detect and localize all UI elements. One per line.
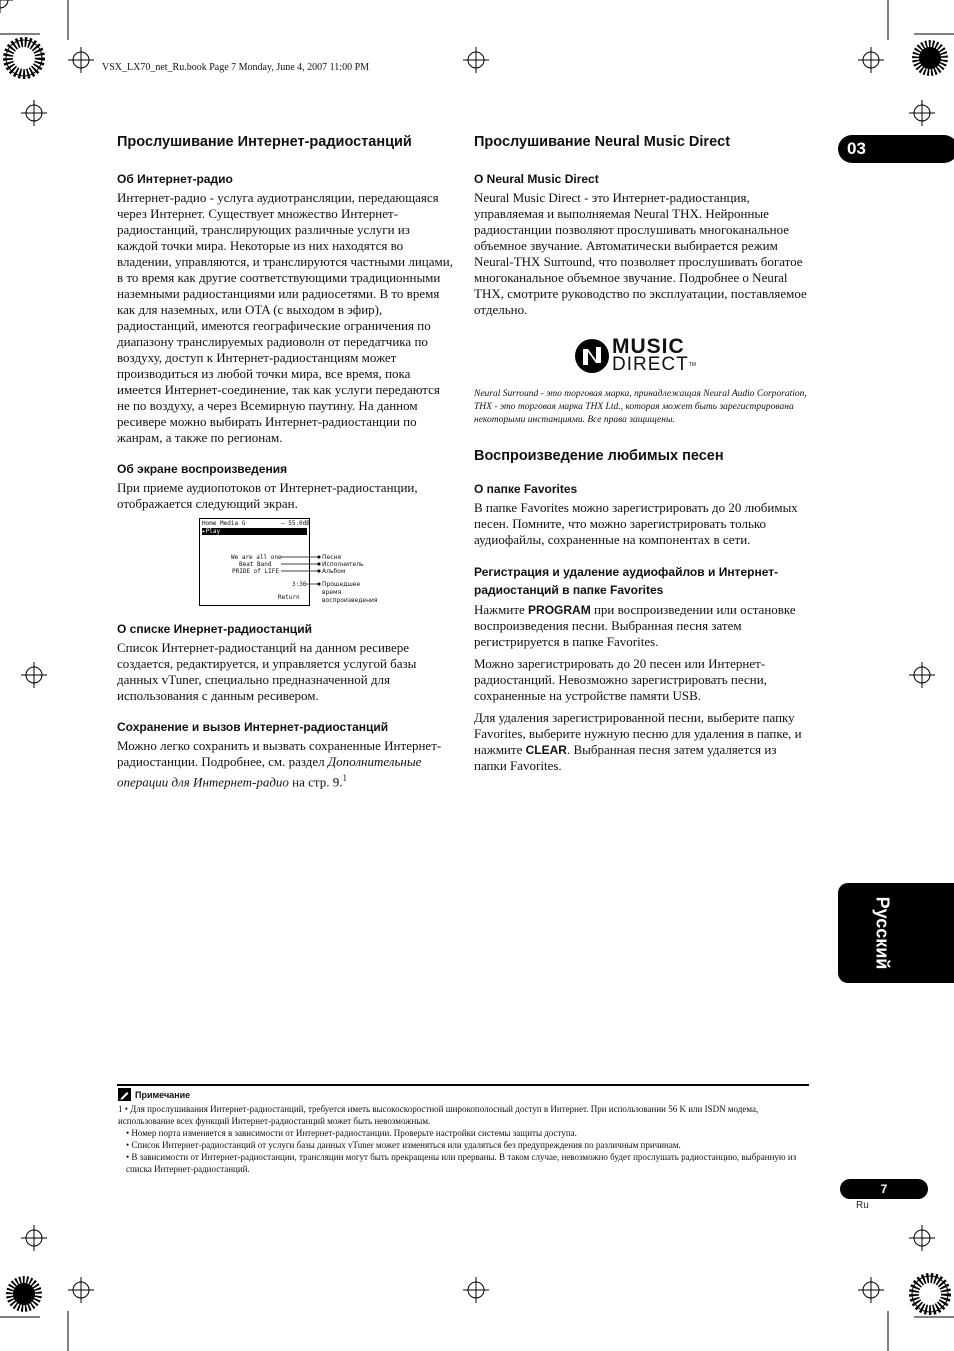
- about-neural-text: Neural Music Direct - это Интернет-радиостанция, управляемая и выполняемая Neural THX. Нейронные радиостанции позволяют прослушивать многоканальное объемное звучание. Автоматически выбирается режим Neural-THX Surround, что позволяет прослушивать богатое многоканальное объемное звучание. Подробнее о Neural THX, смотрите руководство по эксплуатации, поставляемое отдельно.: [474, 190, 807, 317]
- print-header: VSX_LX70_net_Ru.book Page 7 Monday, June 4, 2007 11:00 PM: [102, 62, 370, 73]
- about-internet-radio-heading: Об Интернет-радио: [117, 172, 233, 186]
- logo-music: MUSIC: [612, 335, 685, 358]
- display-artist: Beat Band: [239, 561, 272, 568]
- logo-tm: TM: [688, 362, 696, 368]
- label-song: Песня: [322, 554, 342, 561]
- note-line: • Список Интернет-радиостанций от услуги базы данных vTuner может изменяться или удаляться без предупреждения по различным причинам.: [126, 1140, 681, 1150]
- save-recall-heading: Сохранение и вызов Интернет-радиостанций: [117, 720, 389, 734]
- note-divider: [117, 1084, 809, 1086]
- program-key: PROGRAM: [528, 603, 591, 617]
- note-body: [118, 1103, 808, 1175]
- neural-n-icon: [574, 338, 610, 374]
- label-elapsed-1: Прошедшее: [322, 581, 361, 588]
- logo-direct: DIRECT: [612, 354, 689, 375]
- register-delete-heading: Регистрация и удаление аудиофайлов и Интернет-радиостанций в папке Favorites: [474, 565, 779, 597]
- chapter-tab: 03: [838, 135, 954, 163]
- favorites-folder-text: В папке Favorites можно зарегистрировать до 20 любимых песен. Помните, что можно зарегистрировать только аудиофайлы, сохраненные на компонентах в сети.: [474, 500, 798, 547]
- note-pencil-icon: [118, 1088, 131, 1101]
- note-line: 1 • Для прослушивания Интернет-радиостанций, требуется иметь высокоскоростной широкополосный доступ в Интернет. При использовании 56 K или ISDN модема, использование всех функций Интернет-радиостанций может быть невозможным.: [118, 1104, 759, 1126]
- playback-screen-text: При приеме аудиопотоков от Интернет-радиостанции, отображается следующий экран.: [117, 480, 418, 511]
- about-internet-radio-text: Интернет-радио - услуга аудиотрансляции, передающаяся через Интернет. Существует множество Интернет-радиостанций, транслирующих различные услуги из каждой точки мира. Некоторые из них находятся во владении, управляются, и транслируются частными лицами, в то время как другие соответствующими традиционными наземными радиостанциями или радиосетями. В то время как для наземных, или OTA (с выходом в эфир), радиостанций, имеются географические ограничения по диапазону транслируемых радиоволн от передатчика по воздуху, доступ к Интернет-радиостанциям может производиться из любой точки мира, все время, пока имеется Интернет-соединение, так как услуги передаются не по воздуху, а через Всемирную паутину. На данном ресивере можно выбирать Интернет-радиостанции по жанрам, а также по регионам.: [117, 190, 453, 445]
- display-song: We are all one: [231, 554, 282, 561]
- left-column: [117, 133, 453, 790]
- label-elapsed-2: время: [322, 589, 342, 596]
- limit-text: Можно зарегистрировать до 20 песен или Интернет-радиостанций. Невозможно зарегистрировать песни, сохраненные на устройстве памяти USB.: [474, 656, 767, 703]
- station-list-heading: О списке Инернет-радиостанций: [117, 622, 312, 636]
- section-title-neural-music: Прослушивание Neural Music Direct: [474, 134, 731, 150]
- display-time: 3:36: [292, 581, 307, 588]
- favorites-folder-heading: О папке Favorites: [474, 482, 578, 496]
- callout-lines: [279, 518, 324, 606]
- note-heading: Примечание: [118, 1088, 190, 1101]
- display-source: Home Media G: [202, 520, 246, 527]
- display-volume: – 55.0dB: [281, 520, 310, 527]
- display-album: PRIDE of LIFE: [232, 568, 279, 575]
- section-title-internet-radio: Прослушивание Интернет-радиостанций: [117, 134, 412, 150]
- trademark-notice: Neural Surround - это торговая марка, принадлежащая Neural Audio Corporation, THX - это торговая марка THX Ltd., которая может быть зарегистрирована некоторыми инстанциями. Все права защищены.: [474, 389, 807, 425]
- station-list-text: Список Интернет-радиостанций на данном ресивере создается, редактируется, и управляется услугой базы данных vTuner, специально предназначенной для использования с данным ресивером.: [117, 640, 417, 703]
- playback-screen-figure: [199, 518, 389, 606]
- note-line: • В зависимости от Интернет-радиостанции, трансляции могут быть прекращены или прерваны. В таком случае, невозможно будет прослушать радиостанцию, выбранную из списка Интернет-радиостанций.: [126, 1152, 797, 1174]
- label-elapsed-3: воспроизведения: [322, 597, 378, 604]
- section-title-favorites: Воспроизведение любимых песен: [474, 448, 724, 464]
- playback-screen-heading: Об экране воспроизведения: [117, 462, 288, 476]
- footnote-ref[interactable]: 1: [342, 773, 347, 783]
- delete-text: Для удаления зарегистрированной песни, выберите папку Favorites, выберите нужную песню для удаления в папке, и нажмите CLEAR. Выбранная песня затем удаляется из папки Favorites.: [474, 710, 802, 773]
- label-album: Альбом: [322, 568, 346, 575]
- page-language: Ru: [856, 1200, 869, 1211]
- language-tab: [838, 883, 954, 983]
- page-number: 7: [840, 1179, 928, 1199]
- cross-reference-link[interactable]: Дополнительные операции для Интернет-радио: [117, 754, 422, 790]
- about-neural-heading: О Neural Music Direct: [474, 172, 599, 186]
- label-artist: Исполнитель: [322, 561, 364, 568]
- right-column: [474, 133, 810, 774]
- language-tab-label: Русский: [872, 896, 893, 970]
- display-play: ▸Play: [202, 528, 221, 535]
- save-recall-text: Можно легко сохранить и вызвать сохраненные Интернет-радиостанции. Подробнее, см. раздел Дополнительные операции для Интернет-радио на стр. 9.$^1$: [117, 738, 442, 790]
- register-text: Нажмите PROGRAM при воспроизведении или остановке воспроизведения песни. Выбранная песня затем регистрируется в папке Favorites.: [474, 602, 796, 649]
- display-return: Return: [278, 594, 300, 601]
- music-direct-logo: [574, 335, 810, 375]
- clear-key: CLEAR: [525, 743, 567, 757]
- note-line: • Номер порта изменяется в зависимости от Интернет-радиостанции. Проверьте настройки системы защиты доступа.: [126, 1128, 577, 1138]
